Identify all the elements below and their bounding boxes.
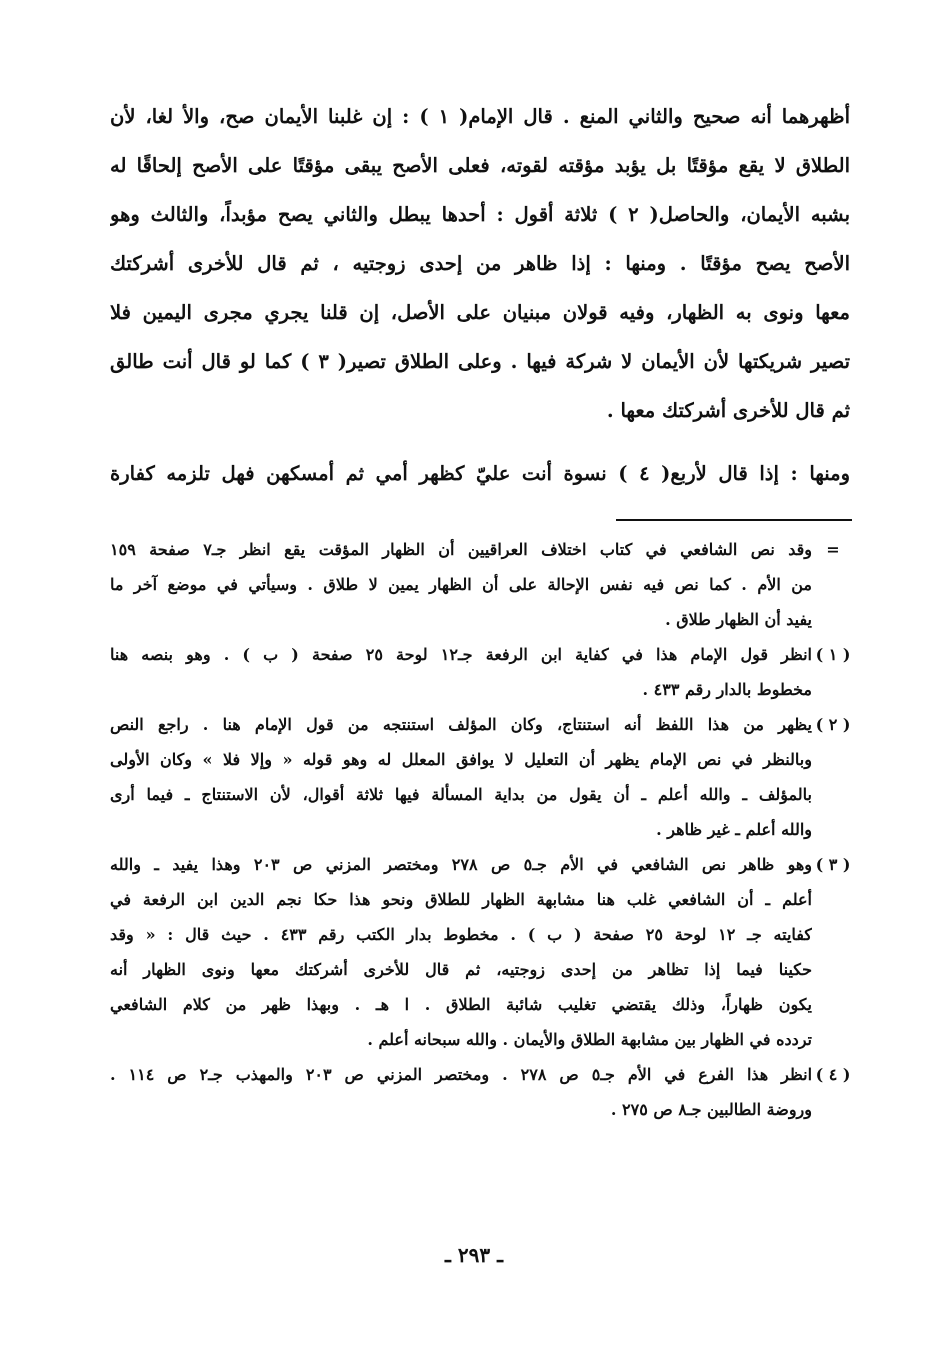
main-text-line: الأصح يصح مؤقتًا . ومنها : إذا ظاهر من إحدى زوجتيه ، ثم قال للأخرى أشركتك — [110, 252, 850, 275]
footnote-mark: ( ٣ ) — [815, 855, 851, 874]
footnote-line: انظر قول الإمام هذا في كفاية ابن الرفعة جـ١٢ لوحة ٢٥ صفحة ( ب ) . وهو بنصه هنا — [110, 645, 812, 664]
main-text-line: معها ونوى به الظهار، وفيه قولان مبنيان على الأصل، إن قلنا يجري مجرى اليمين فلا — [110, 301, 850, 324]
footnote-line: يفيد أن الظهار طلاق . — [665, 610, 812, 629]
footnote-line: وقد نص الشافعي في كتاب اختلاف العراقيين أن الظهار المؤقت يقع انظر جـ٧ صفحة ١٥٩ — [110, 540, 812, 559]
footnote-mark: = — [826, 540, 840, 559]
footnote-line: بالمؤلف ـ والله أعلم ـ أن يقول من بداية المسألة فيها ثلاثة أقوال، لأن الاستنتاج ـ فيما أرى — [110, 785, 812, 804]
footnote-continued — [110, 532, 852, 637]
main-text-line: بشبه الأيمان، والحاصل( ٢ ) ثلاثة أقول : أحدها يبطل والثاني يصح مؤبداً، والثالث وهو — [110, 203, 850, 226]
page-number: ـ ٢٩٣ ـ — [445, 1243, 503, 1267]
footnotes — [110, 532, 852, 1127]
footnote-mark: ( ١ ) — [815, 645, 851, 664]
footnote-line: حكينا فيما إذا تظاهر من إحدى زوجتيه، ثم قال للأخرى أشركتك معها ونوى الظهار أنه — [110, 960, 812, 979]
main-text-line: تصير شريكتها لأن الأيمان لا شركة فيها . وعلى الطلاق تصير( ٣ ) كما لو قال أنت طالق — [110, 350, 850, 373]
footnote-line: وبالنظر في نص الإمام يظهر أن التعليل لا يوافق المعلل له وهو قوله « وإلا فلا » وكان الأولى — [110, 750, 812, 769]
footnote-line: والله أعلم ـ غير ظاهر . — [656, 820, 812, 839]
footnote-line: وهو ظاهر نص الشافعي في الأم جـ٥ ص ٢٧٨ ومختصر المزني ص ٢٠٣ وهذا يفيد ـ والله — [110, 855, 812, 874]
main-text-line: أظهرهما أنه صحيح والثاني المنع . قال الإمام( ١ ) : إن غلبنا الأيمان صح، والأ لغا، لأن — [110, 105, 850, 128]
main-text-line: ثم قال للأخرى أشركتك معها . — [606, 399, 850, 422]
footnote-line: من الأم . كما نص فيه نفس الإحالة على أن الظهار يمين لا طلاق . وسيأتي في موضع آخر ما — [110, 575, 812, 594]
footnote-line: أعلم ـ أن الشافعي غلب هنا مشابهة الظهار للطلاق ونحو هذا حكا نجم الدين ابن الرفعة في — [110, 890, 812, 909]
footnote-2 — [110, 707, 852, 847]
footnote-3 — [110, 847, 852, 1057]
footnote-line: انظر هذا الفرع في الأم جـ٥ ص ٢٧٨ . ومختصر المزني ص ٢٠٣ والمهذب جـ٢ ص ١١٤ . — [110, 1065, 812, 1084]
footnote-1 — [110, 637, 852, 707]
footnote-line: وروضة الطالبين جـ٨ ص ٢٧٥ . — [610, 1100, 812, 1119]
main-text — [110, 92, 850, 498]
paragraph-gap — [110, 435, 850, 449]
footnote-4 — [110, 1057, 852, 1127]
footnote-line: كفايته جـ ١٢ لوحة ٢٥ صفحة ( ب ) . مخطوط بدار الكتب رقم ٤٣٣ . حيث قال : « وقد — [110, 925, 812, 944]
footnote-mark: ( ٢ ) — [815, 715, 851, 734]
main-text-line: الطلاق لا يقع مؤقتًا بل يؤبد مؤقته لقوته، فعلى الأصح يبقى مؤقتًا على الأصح إلحاقًا له — [110, 154, 850, 177]
main-text-line: ومنها : إذا قال لأربع( ٤ ) نسوة أنت عليّ كظهر أمي ثم أمسكهن فهل تلزمه كفارة — [110, 462, 850, 485]
footnote-divider — [616, 519, 852, 521]
footnote-line: تردده في الظهار بين مشابهة الطلاق والأيمان . والله سبحانه أعلم . — [367, 1030, 812, 1049]
footnote-line: يظهر من هذا اللفظ أنه استنتاج، وكان المؤلف استنتجه من قول الإمام هنا . راجع النص — [110, 715, 812, 734]
footnote-line: يكون ظهاراً، وذلك يقتضي تغليب شائبة الطلاق . ا هـ . وبهذا ظهر من كلام الشافعي — [110, 995, 812, 1014]
footnote-mark: ( ٤ ) — [815, 1065, 851, 1084]
footnote-line: مخطوط بالدار رقم ٤٣٣ . — [642, 680, 812, 699]
